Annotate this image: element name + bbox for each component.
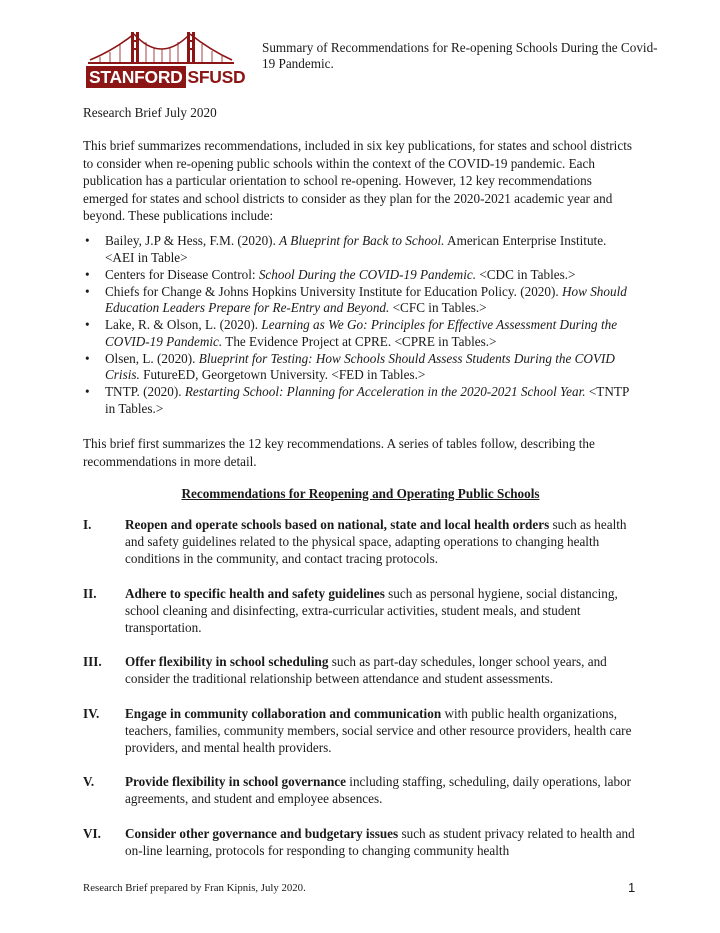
recommendation-item: VI. Consider other governance and budgetary issues such as student privacy related to health and on-line learning, protocols for responding to changing community health	[83, 825, 635, 858]
golden-gate-bridge-icon	[86, 30, 236, 70]
page-number: 1	[628, 880, 636, 895]
recommendation-number: IV.	[83, 705, 100, 721]
recommendation-item: I. Reopen and operate schools based on national, state and local health orders such as health and safety guidelines related to the physical space, adapting operations to changing health conditions in the community, and contact tracing protocols.	[83, 517, 627, 567]
page-footer: Research Brief prepared by Fran Kipnis, July 2020.	[83, 882, 306, 894]
bullet-icon: •	[85, 317, 90, 332]
list-item: • Bailey, J.P & Hess, F.M. (2020). A Blueprint for Back to School. American Enterprise Institute. <AEI in Table>	[85, 233, 607, 265]
recommendation-number: I.	[83, 517, 92, 532]
list-item: • TNTP. (2020). Restarting School: Planning for Acceleration in the 2020-2021 School Year. <TNTP in Tables.>	[85, 384, 629, 416]
section-heading: Recommendations for Reopening and Operating Public Schools	[181, 486, 540, 501]
intro-paragraph: This brief summarizes recommendations, included in six key publications, for states and school districts to consider when re-opening public schools within the context of the COVID-19 pandemic. Each publication has a particular orientation to school re-opening. However, 12 key recommendations emerged for states and school districts to consider as they plan for the 2020-2021 academic year and beyond. These publications include:	[83, 138, 632, 223]
stanford-sfusd-logo	[86, 30, 246, 90]
bullet-icon: •	[85, 350, 90, 366]
recommendation-number: III.	[83, 654, 102, 670]
brief-date: Research Brief July 2020	[83, 105, 217, 120]
summary-paragraph: This brief first summarizes the 12 key recommendations. A series of tables follow, describing the recommendations in more detail.	[83, 436, 595, 469]
logo-wordmark	[86, 66, 246, 88]
bullet-icon: •	[85, 283, 90, 299]
list-item: • Chiefs for Change & Johns Hopkins University Institute for Education Policy. (2020). How Should Education Leaders Prepare for Re-Entry and Beyond. <CFC in Tables.>	[85, 283, 627, 315]
bullet-icon: •	[85, 266, 90, 282]
recommendation-list	[83, 516, 643, 876]
recommendation-number: II.	[83, 585, 97, 601]
bullet-icon: •	[85, 233, 90, 248]
recommendation-item: V. Provide flexibility in school governance including staffing, scheduling, daily operations, labor agreements, and student and employee absences.	[83, 774, 632, 807]
bullet-icon: •	[85, 384, 90, 399]
list-item: • Olsen, L. (2020). Blueprint for Testing: How Schools Should Assess Students During the COVID Crisis. FutureED, Georgetown University. <FED in Tables.>	[85, 350, 615, 382]
recommendation-item: III. Offer flexibility in school scheduling such as part-day schedules, longer school years, and consider the traditional relationship between attendance and student assessments.	[83, 654, 607, 687]
document-title: Summary of Recommendations for Re-opening Schools During the Covid-19 Pandemic.	[262, 40, 658, 71]
list-item: • Lake, R. & Olson, L. (2020). Learning as We Go: Principles for Effective Assessment During the COVID-19 Pandemic. The Evidence Project at CPRE. <CPRE in Tables.>	[85, 317, 618, 349]
recommendation-number: VI.	[83, 825, 101, 841]
recommendation-item: II. Adhere to specific health and safety guidelines such as personal hygiene, social distancing, school cleaning and disinfecting, extra-curricular activities, student meals, and student transportation.	[83, 585, 618, 636]
logo-stanford-text: STANFORD	[86, 66, 186, 88]
recommendation-item: IV. Engage in community collaboration and communication with public health organizations, teachers, families, community members, social service and other resource providers, health care providers, and mental health providers.	[83, 705, 632, 756]
recommendation-number: V.	[83, 774, 95, 790]
list-item: • Centers for Disease Control: School During the COVID-19 Pandemic. <CDC in Tables.>	[85, 266, 576, 282]
publication-list	[83, 233, 638, 418]
logo-sfusd-text: SFUSD	[187, 66, 246, 87]
